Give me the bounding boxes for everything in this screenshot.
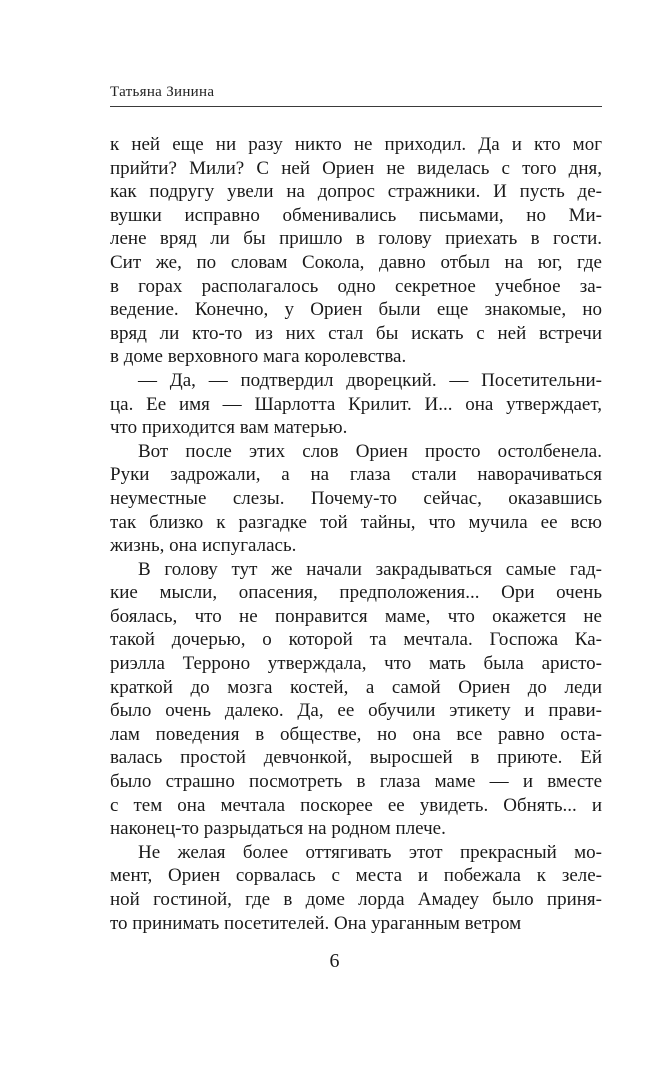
text-line: неуместные слезы. Почему-то сейчас, оказавшись: [110, 487, 602, 509]
text-line: Вот после этих слов Ориен просто остолбенела.: [138, 440, 602, 462]
header-rule: [110, 106, 602, 107]
text-line: с тем она мечтала поскорее ее увидеть. Обнять... и: [110, 794, 602, 816]
paragraph: [110, 133, 602, 369]
text-line: к ней еще ни разу никто не приходил. Да и кто мог: [110, 134, 602, 155]
text-line: что приходится вам матерью.: [110, 417, 348, 439]
text-line: В голову тут же начали закрадываться самые гад-: [138, 558, 602, 580]
text-line: лам поведения в обществе, но она все равно оста-: [110, 723, 602, 745]
text-line: мент, Ориен сорвалась с места и побежала к зеле-: [110, 865, 602, 887]
text-line: прийти? Мили? С ней Ориен не виделась с того дня,: [110, 157, 602, 179]
text-line: лене вряд ли бы пришло в голову приехать в гости.: [110, 228, 602, 250]
text-line: как подругу увели на допрос стражники. И пусть де-: [110, 181, 602, 203]
text-line: в горах располагалось одно секретное учебное за-: [110, 275, 602, 297]
text-line: наконец-то разрыдаться на родном плече.: [110, 818, 446, 840]
text-line: боялась, что не понравится маме, что окажется не: [110, 605, 602, 627]
text-line: Сит же, по словам Сокола, давно отбыл на юг, где: [110, 251, 602, 273]
author-header: Татьяна Зинина: [110, 84, 215, 100]
text-line: кие мысли, опасения, предположения... Ори очень: [110, 582, 602, 604]
text-line: Не желая более оттягивать этот прекрасный мо-: [138, 841, 602, 863]
text-line: было страшно посмотреть в глаза маме — и вместе: [110, 771, 602, 793]
paragraph: [110, 558, 602, 841]
text-line: риэлла Терроно утверждала, что мать была аристо-: [110, 653, 602, 675]
text-line: вряд ли кто-то из них стал бы искать с ней встречи: [110, 322, 602, 344]
text-body: [110, 133, 602, 935]
paragraph: [110, 369, 602, 440]
text-line: валась простой девчонкой, выросшей в приюте. Ей: [110, 747, 602, 769]
text-line: так близко к разгадке той тайны, что мучила ее всю: [110, 511, 602, 533]
paragraph: [110, 841, 602, 935]
text-line: вушки исправно обменивались письмами, но Ми-: [110, 204, 602, 226]
text-line: Руки задрожали, а на глаза стали наворачиваться: [110, 464, 602, 486]
text-line: ной гостиной, где в доме лорда Амадеу было приня-: [110, 889, 602, 910]
text-line: ца. Ее имя — Шарлотта Крилит. И... она утверждает,: [110, 393, 602, 415]
text-line: такой дочерью, о которой та мечтала. Госпожа Ка-: [110, 629, 602, 651]
text-line: ведение. Конечно, у Ориен были еще знакомые, но: [110, 299, 602, 321]
text-line: в доме верховного мага королевства.: [110, 346, 407, 368]
text-line: — Да, — подтвердил дворецкий. — Посетительни-: [138, 369, 602, 391]
text-line: то принимать посетителей. Она ураганным ветром: [110, 912, 522, 934]
text-line: краткой до мозга костей, а самой Ориен до леди: [110, 676, 602, 698]
text-line: жизнь, она испугалась.: [110, 535, 297, 557]
page-number: 6: [329, 950, 340, 972]
paragraph: [110, 440, 602, 558]
text-line: было очень далеко. Да, ее обучили этикету и прави-: [110, 700, 602, 722]
